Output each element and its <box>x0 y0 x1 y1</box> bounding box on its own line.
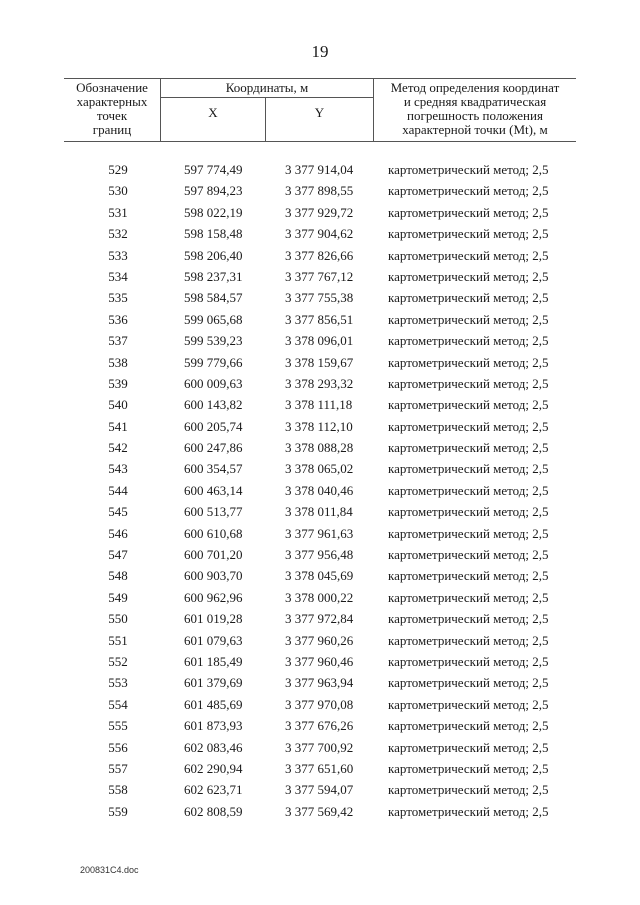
table-row <box>0 416 640 437</box>
y-cell: 3 378 111,18 <box>285 397 353 413</box>
footer-filename: 200831C4.doc <box>80 865 139 875</box>
point-cell: 540 <box>108 397 128 413</box>
point-cell: 547 <box>108 547 128 563</box>
x-cell: 600 903,70 <box>184 568 243 584</box>
y-cell: 3 377 956,48 <box>285 547 354 563</box>
x-cell: 599 779,66 <box>184 354 243 370</box>
y-cell: 3 377 767,12 <box>285 268 354 284</box>
table-row <box>0 373 640 394</box>
y-cell: 3 377 700,92 <box>285 739 354 755</box>
x-cell: 602 290,94 <box>184 760 243 776</box>
table-row <box>0 458 640 479</box>
method-cell: картометрический метод; 2,5 <box>388 675 549 691</box>
x-cell: 602 623,71 <box>184 782 243 798</box>
method-cell: картометрический метод; 2,5 <box>388 568 549 584</box>
point-cell: 546 <box>108 525 128 541</box>
table-row <box>0 223 640 244</box>
method-cell: картометрический метод; 2,5 <box>388 611 549 627</box>
method-cell: картометрический метод; 2,5 <box>388 461 549 477</box>
y-cell: 3 378 159,67 <box>285 354 354 370</box>
table-row <box>0 437 640 458</box>
method-cell: картометрический метод; 2,5 <box>388 162 549 177</box>
method-cell: картометрический метод; 2,5 <box>388 204 549 220</box>
method-cell: картометрический метод; 2,5 <box>388 290 549 306</box>
y-cell: 3 377 594,07 <box>285 782 354 798</box>
page-number: 19 <box>311 42 329 61</box>
x-cell: 598 237,31 <box>184 268 243 284</box>
x-cell: 600 205,74 <box>184 418 243 434</box>
method-cell: картометрический метод; 2,5 <box>388 718 549 734</box>
y-cell: 3 378 096,01 <box>285 333 354 349</box>
point-cell: 529 <box>108 162 128 177</box>
x-cell: 601 485,69 <box>184 696 243 712</box>
point-cell: 558 <box>108 782 128 798</box>
table-body <box>0 159 640 822</box>
point-cell: 544 <box>108 482 128 498</box>
point-cell: 537 <box>108 333 128 349</box>
y-cell: 3 377 972,84 <box>285 611 354 627</box>
point-cell: 552 <box>108 653 128 669</box>
point-cell: 556 <box>108 739 128 755</box>
point-cell: 542 <box>108 440 128 456</box>
method-cell: картометрический метод; 2,5 <box>388 226 549 242</box>
x-cell: 600 247,86 <box>184 440 243 456</box>
point-cell: 550 <box>108 611 128 627</box>
point-cell: 532 <box>108 226 128 242</box>
table-row <box>0 266 640 287</box>
table-row <box>0 352 640 373</box>
method-cell: картометрический метод; 2,5 <box>388 268 549 284</box>
x-cell: 598 158,48 <box>184 226 243 242</box>
point-cell: 541 <box>108 418 128 434</box>
header-x-label: X <box>208 105 218 120</box>
method-cell: картометрический метод; 2,5 <box>388 418 549 434</box>
table-row <box>0 608 640 629</box>
y-cell: 3 378 011,84 <box>285 504 353 520</box>
method-cell: картометрический метод; 2,5 <box>388 375 549 391</box>
y-cell: 3 377 676,26 <box>285 718 354 734</box>
x-cell: 600 513,77 <box>184 504 243 520</box>
y-cell: 3 377 826,66 <box>285 247 354 263</box>
y-cell: 3 377 755,38 <box>285 290 354 306</box>
point-cell: 553 <box>108 675 128 691</box>
x-cell: 601 873,93 <box>184 718 243 734</box>
y-cell: 3 378 065,02 <box>285 461 354 477</box>
y-cell: 3 377 960,46 <box>285 653 354 669</box>
method-cell: картометрический метод; 2,5 <box>388 311 549 327</box>
point-cell: 545 <box>108 504 128 520</box>
x-cell: 601 379,69 <box>184 675 243 691</box>
table-row <box>0 159 640 180</box>
x-cell: 600 610,68 <box>184 525 243 541</box>
point-cell: 539 <box>108 375 128 391</box>
method-cell: картометрический метод; 2,5 <box>388 247 549 263</box>
table-row <box>0 779 640 800</box>
table-row <box>0 309 640 330</box>
table-row <box>0 501 640 522</box>
method-cell: картометрический метод; 2,5 <box>388 440 549 456</box>
table-row <box>0 630 640 651</box>
table-row <box>0 758 640 779</box>
table-row <box>0 672 640 693</box>
point-cell: 536 <box>108 311 128 327</box>
method-cell: картометрический метод; 2,5 <box>388 589 549 605</box>
x-cell: 601 079,63 <box>184 632 243 648</box>
y-cell: 3 378 293,32 <box>285 375 354 391</box>
table-row <box>0 737 640 758</box>
x-cell: 600 143,82 <box>184 397 243 413</box>
table-row <box>0 202 640 223</box>
table-row <box>0 694 640 715</box>
method-cell: картометрический метод; 2,5 <box>388 482 549 498</box>
x-cell: 600 463,14 <box>184 482 243 498</box>
x-cell: 599 539,23 <box>184 333 243 349</box>
x-cell: 601 185,49 <box>184 653 243 669</box>
method-cell: картометрический метод; 2,5 <box>388 696 549 712</box>
y-cell: 3 377 904,62 <box>285 226 354 242</box>
table-row <box>0 180 640 201</box>
x-cell: 602 083,46 <box>184 739 243 755</box>
point-cell: 559 <box>108 803 128 819</box>
point-cell: 534 <box>108 268 128 284</box>
table-row <box>0 651 640 672</box>
x-cell: 597 774,49 <box>184 162 243 177</box>
table-row <box>0 523 640 544</box>
table-row <box>0 715 640 736</box>
y-cell: 3 378 045,69 <box>285 568 354 584</box>
x-cell: 601 019,28 <box>184 611 243 627</box>
table-row <box>0 587 640 608</box>
point-cell: 549 <box>108 589 128 605</box>
y-cell: 3 378 040,46 <box>285 482 354 498</box>
method-cell: картометрический метод; 2,5 <box>388 760 549 776</box>
point-cell: 551 <box>108 632 128 648</box>
header-point-label: Обозначение характерных точек границ <box>76 80 148 137</box>
y-cell: 3 377 970,08 <box>285 696 354 712</box>
x-cell: 597 894,23 <box>184 183 243 199</box>
header-method-label: Метод определения координат и средняя квадратическая погрешность положения характерной точки (Mt), м <box>390 80 560 137</box>
y-cell: 3 377 929,72 <box>285 204 354 220</box>
header-coords-label: Координаты, м <box>161 79 373 98</box>
header-y-label: Y <box>314 105 325 120</box>
y-cell: 3 377 898,55 <box>285 183 354 199</box>
y-cell: 3 377 961,63 <box>285 525 354 541</box>
point-cell: 530 <box>108 183 128 199</box>
x-cell: 600 009,63 <box>184 375 243 391</box>
method-cell: картометрический метод; 2,5 <box>388 653 549 669</box>
y-cell: 3 377 651,60 <box>285 760 354 776</box>
method-cell: картометрический метод; 2,5 <box>388 547 549 563</box>
x-cell: 598 584,57 <box>184 290 243 306</box>
x-cell: 599 065,68 <box>184 311 243 327</box>
point-cell: 555 <box>108 718 128 734</box>
method-cell: картометрический метод; 2,5 <box>388 525 549 541</box>
method-cell: картометрический метод; 2,5 <box>388 354 549 370</box>
table-row <box>0 287 640 308</box>
x-cell: 602 808,59 <box>184 803 243 819</box>
point-cell: 538 <box>108 354 128 370</box>
y-cell: 3 378 112,10 <box>285 418 353 434</box>
point-cell: 554 <box>108 696 128 712</box>
table-row <box>0 394 640 415</box>
table-row <box>0 801 640 822</box>
x-cell: 598 022,19 <box>184 204 243 220</box>
method-cell: картометрический метод; 2,5 <box>388 782 549 798</box>
y-cell: 3 377 569,42 <box>285 803 354 819</box>
point-cell: 535 <box>108 290 128 306</box>
table-row <box>0 245 640 266</box>
method-cell: картометрический метод; 2,5 <box>388 183 549 199</box>
x-cell: 600 701,20 <box>184 547 243 563</box>
method-cell: картометрический метод; 2,5 <box>388 803 549 819</box>
y-cell: 3 377 960,26 <box>285 632 354 648</box>
method-cell: картометрический метод; 2,5 <box>388 632 549 648</box>
y-cell: 3 378 000,22 <box>285 589 354 605</box>
point-cell: 548 <box>108 568 128 584</box>
point-cell: 531 <box>108 204 128 220</box>
method-cell: картометрический метод; 2,5 <box>388 739 549 755</box>
method-cell: картометрический метод; 2,5 <box>388 397 549 413</box>
table-row <box>0 544 640 565</box>
table-header <box>64 78 576 142</box>
table-row <box>0 330 640 351</box>
y-cell: 3 377 914,04 <box>285 162 354 177</box>
x-cell: 598 206,40 <box>184 247 243 263</box>
point-cell: 533 <box>108 247 128 263</box>
method-cell: картометрический метод; 2,5 <box>388 504 549 520</box>
x-cell: 600 962,96 <box>184 589 243 605</box>
method-cell: картометрический метод; 2,5 <box>388 333 549 349</box>
table-row <box>0 565 640 586</box>
y-cell: 3 377 856,51 <box>285 311 354 327</box>
point-cell: 557 <box>108 760 128 776</box>
point-cell: 543 <box>108 461 128 477</box>
y-cell: 3 378 088,28 <box>285 440 354 456</box>
y-cell: 3 377 963,94 <box>285 675 354 691</box>
table-row <box>0 480 640 501</box>
x-cell: 600 354,57 <box>184 461 243 477</box>
